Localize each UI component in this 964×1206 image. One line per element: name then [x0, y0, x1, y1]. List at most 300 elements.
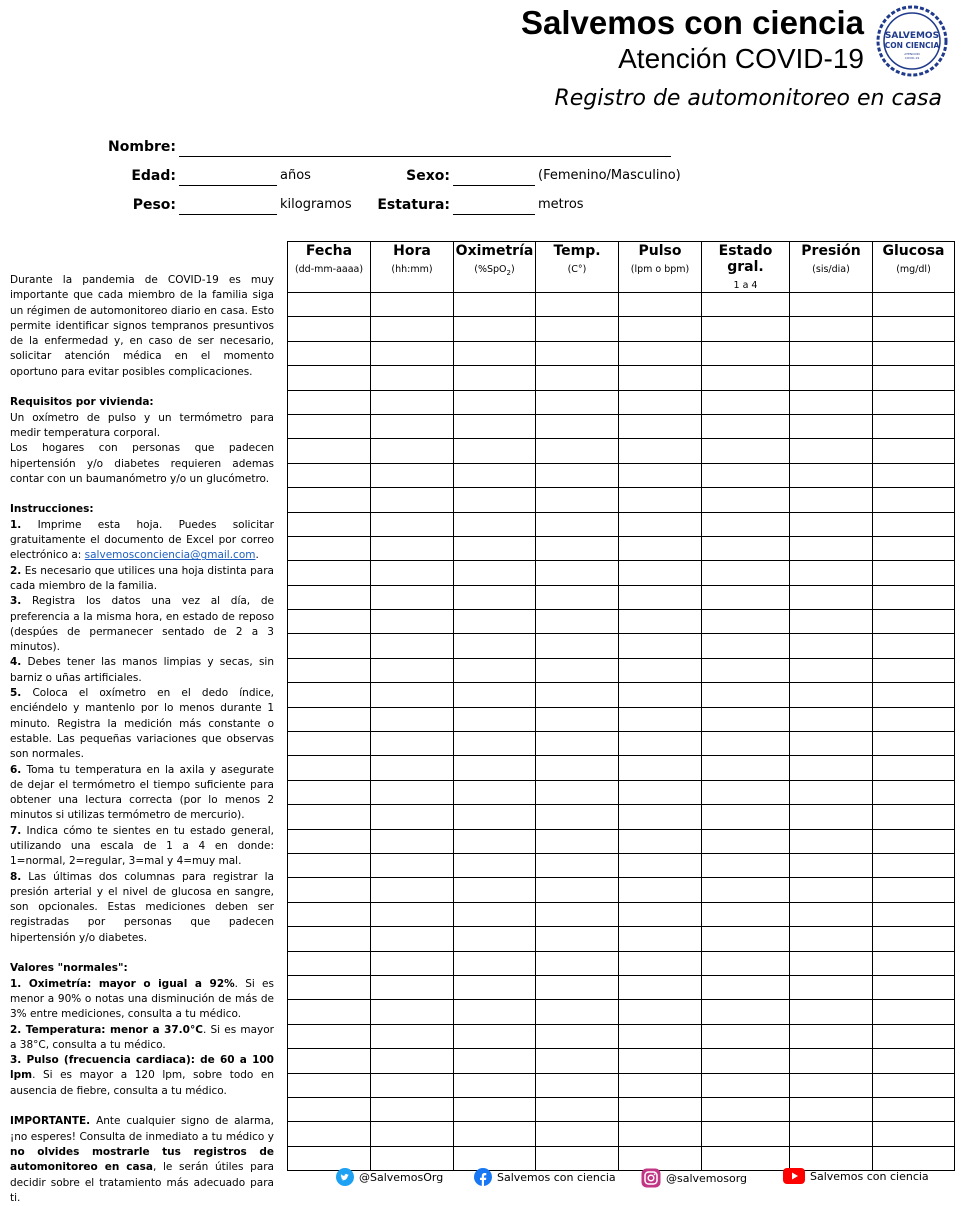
table-cell[interactable] — [536, 1146, 619, 1170]
table-cell[interactable] — [288, 463, 371, 487]
table-cell[interactable] — [702, 1146, 790, 1170]
table-cell[interactable] — [371, 707, 454, 731]
table-cell[interactable] — [619, 439, 702, 463]
table-cell[interactable] — [702, 853, 790, 877]
table-cell[interactable] — [288, 488, 371, 512]
table-cell[interactable] — [454, 585, 536, 609]
table-cell[interactable] — [454, 1049, 536, 1073]
table-cell[interactable] — [288, 561, 371, 585]
table-cell[interactable] — [454, 1122, 536, 1146]
table-cell[interactable] — [619, 1097, 702, 1121]
table-cell[interactable] — [873, 366, 955, 390]
table-cell[interactable] — [702, 536, 790, 560]
table-cell[interactable] — [371, 1000, 454, 1024]
table-cell[interactable] — [619, 1000, 702, 1024]
table-cell[interactable] — [536, 878, 619, 902]
table-cell[interactable] — [371, 1097, 454, 1121]
table-cell[interactable] — [790, 1049, 873, 1073]
table-cell[interactable] — [371, 366, 454, 390]
table-cell[interactable] — [790, 683, 873, 707]
table-cell[interactable] — [536, 756, 619, 780]
table-cell[interactable] — [790, 414, 873, 438]
table-cell[interactable] — [371, 975, 454, 999]
table-cell[interactable] — [702, 829, 790, 853]
table-cell[interactable] — [873, 293, 955, 317]
table-cell[interactable] — [873, 756, 955, 780]
table-cell[interactable] — [619, 634, 702, 658]
table-cell[interactable] — [454, 975, 536, 999]
table-cell[interactable] — [702, 414, 790, 438]
table-cell[interactable] — [873, 317, 955, 341]
table-cell[interactable] — [371, 341, 454, 365]
table-cell[interactable] — [790, 536, 873, 560]
table-cell[interactable] — [790, 463, 873, 487]
table-cell[interactable] — [288, 1073, 371, 1097]
table-cell[interactable] — [536, 390, 619, 414]
table-cell[interactable] — [873, 634, 955, 658]
table-cell[interactable] — [619, 512, 702, 536]
table-cell[interactable] — [873, 1073, 955, 1097]
youtube-channel[interactable] — [783, 1168, 929, 1184]
table-cell[interactable] — [288, 585, 371, 609]
table-cell[interactable] — [873, 853, 955, 877]
table-cell[interactable] — [454, 634, 536, 658]
sexo-field[interactable] — [453, 185, 535, 186]
table-cell[interactable] — [873, 1000, 955, 1024]
table-cell[interactable] — [790, 829, 873, 853]
table-cell[interactable] — [371, 414, 454, 438]
table-cell[interactable] — [288, 1146, 371, 1170]
table-cell[interactable] — [536, 561, 619, 585]
table-cell[interactable] — [790, 1024, 873, 1048]
table-cell[interactable] — [536, 366, 619, 390]
table-cell[interactable] — [536, 829, 619, 853]
table-cell[interactable] — [288, 634, 371, 658]
table-cell[interactable] — [371, 634, 454, 658]
peso-field[interactable] — [179, 214, 277, 215]
table-cell[interactable] — [873, 463, 955, 487]
table-cell[interactable] — [702, 902, 790, 926]
table-cell[interactable] — [536, 658, 619, 682]
table-cell[interactable] — [536, 951, 619, 975]
table-cell[interactable] — [454, 463, 536, 487]
table-cell[interactable] — [790, 1146, 873, 1170]
table-cell[interactable] — [371, 878, 454, 902]
table-cell[interactable] — [288, 1122, 371, 1146]
table-cell[interactable] — [873, 951, 955, 975]
table-cell[interactable] — [288, 536, 371, 560]
table-cell[interactable] — [702, 610, 790, 634]
table-cell[interactable] — [619, 463, 702, 487]
table-cell[interactable] — [288, 707, 371, 731]
table-cell[interactable] — [702, 463, 790, 487]
table-cell[interactable] — [454, 756, 536, 780]
table-cell[interactable] — [873, 902, 955, 926]
facebook-page[interactable] — [474, 1168, 616, 1186]
table-cell[interactable] — [536, 1073, 619, 1097]
table-cell[interactable] — [288, 756, 371, 780]
table-cell[interactable] — [288, 366, 371, 390]
table-cell[interactable] — [790, 390, 873, 414]
table-cell[interactable] — [619, 658, 702, 682]
table-cell[interactable] — [790, 902, 873, 926]
table-cell[interactable] — [873, 658, 955, 682]
table-cell[interactable] — [790, 975, 873, 999]
table-cell[interactable] — [619, 293, 702, 317]
table-cell[interactable] — [619, 317, 702, 341]
table-cell[interactable] — [790, 732, 873, 756]
table-cell[interactable] — [873, 707, 955, 731]
table-cell[interactable] — [371, 293, 454, 317]
table-cell[interactable] — [371, 853, 454, 877]
table-cell[interactable] — [371, 317, 454, 341]
table-cell[interactable] — [790, 707, 873, 731]
table-cell[interactable] — [619, 878, 702, 902]
table-cell[interactable] — [790, 1073, 873, 1097]
table-cell[interactable] — [790, 853, 873, 877]
table-cell[interactable] — [619, 1049, 702, 1073]
table-cell[interactable] — [288, 439, 371, 463]
table-cell[interactable] — [536, 536, 619, 560]
table-cell[interactable] — [454, 561, 536, 585]
table-cell[interactable] — [371, 610, 454, 634]
table-cell[interactable] — [454, 1097, 536, 1121]
table-cell[interactable] — [702, 585, 790, 609]
table-cell[interactable] — [702, 512, 790, 536]
table-cell[interactable] — [702, 293, 790, 317]
table-cell[interactable] — [702, 1000, 790, 1024]
table-cell[interactable] — [702, 683, 790, 707]
table-cell[interactable] — [619, 756, 702, 780]
step-5: 5. Coloca el oxímetro en el dedo índice, enciéndelo y mantenlo por lo menos durante 1 minuto. Registra la medición más constante o estable. Las pequeñas variaciones que observas son normales. — [10, 687, 274, 761]
table-cell[interactable] — [288, 1000, 371, 1024]
table-cell[interactable] — [454, 610, 536, 634]
table-cell[interactable] — [454, 536, 536, 560]
table-cell[interactable] — [702, 1049, 790, 1073]
table-cell[interactable] — [790, 780, 873, 804]
table-cell[interactable] — [619, 488, 702, 512]
table-cell[interactable] — [454, 341, 536, 365]
table-cell[interactable] — [619, 341, 702, 365]
table-cell[interactable] — [288, 683, 371, 707]
table-cell[interactable] — [702, 975, 790, 999]
table-cell[interactable] — [536, 1122, 619, 1146]
table-cell[interactable] — [454, 780, 536, 804]
table-cell[interactable] — [454, 366, 536, 390]
table-cell[interactable] — [702, 927, 790, 951]
table-cell[interactable] — [790, 1122, 873, 1146]
table-cell[interactable] — [454, 927, 536, 951]
table-cell[interactable] — [536, 902, 619, 926]
table-cell[interactable] — [790, 293, 873, 317]
table-cell[interactable] — [536, 439, 619, 463]
table-cell[interactable] — [454, 512, 536, 536]
table-cell[interactable] — [702, 805, 790, 829]
table-cell[interactable] — [454, 732, 536, 756]
table-cell[interactable] — [873, 1024, 955, 1048]
table-cell[interactable] — [288, 878, 371, 902]
table-cell[interactable] — [371, 585, 454, 609]
table-cell[interactable] — [454, 414, 536, 438]
table-cell[interactable] — [702, 732, 790, 756]
table-cell[interactable] — [371, 951, 454, 975]
table-cell[interactable] — [454, 902, 536, 926]
table-cell[interactable] — [619, 390, 702, 414]
table-cell[interactable] — [288, 512, 371, 536]
table-cell[interactable] — [371, 927, 454, 951]
table-cell[interactable] — [619, 853, 702, 877]
table-cell[interactable] — [619, 1024, 702, 1048]
table-cell[interactable] — [873, 829, 955, 853]
table-cell[interactable] — [790, 1000, 873, 1024]
table-cell[interactable] — [288, 658, 371, 682]
table-cell[interactable] — [536, 1097, 619, 1121]
table-cell[interactable] — [873, 536, 955, 560]
table-cell[interactable] — [790, 805, 873, 829]
table-cell[interactable] — [873, 805, 955, 829]
table-cell[interactable] — [873, 439, 955, 463]
table-cell[interactable] — [702, 439, 790, 463]
table-cell[interactable] — [454, 1000, 536, 1024]
table-cell[interactable] — [536, 512, 619, 536]
table-cell[interactable] — [371, 1122, 454, 1146]
table-cell[interactable] — [371, 1073, 454, 1097]
table-cell[interactable] — [790, 1097, 873, 1121]
table-cell[interactable] — [873, 341, 955, 365]
twitter-handle[interactable] — [336, 1168, 443, 1186]
table-cell[interactable] — [454, 488, 536, 512]
table-cell[interactable] — [371, 683, 454, 707]
table-cell[interactable] — [288, 1024, 371, 1048]
table-cell[interactable] — [790, 317, 873, 341]
table-cell[interactable] — [702, 488, 790, 512]
table-cell[interactable] — [619, 585, 702, 609]
table-cell[interactable] — [371, 732, 454, 756]
table-cell[interactable] — [371, 805, 454, 829]
table-cell[interactable] — [288, 341, 371, 365]
table-cell[interactable] — [371, 488, 454, 512]
table-cell[interactable] — [873, 1097, 955, 1121]
edad-field[interactable] — [179, 185, 277, 186]
table-cell[interactable] — [790, 927, 873, 951]
table-cell[interactable] — [702, 951, 790, 975]
table-cell[interactable] — [536, 805, 619, 829]
table-cell[interactable] — [371, 780, 454, 804]
table-cell[interactable] — [536, 732, 619, 756]
table-cell[interactable] — [288, 927, 371, 951]
table-cell[interactable] — [536, 634, 619, 658]
table-cell[interactable] — [536, 780, 619, 804]
table-cell[interactable] — [371, 756, 454, 780]
table-cell[interactable] — [702, 390, 790, 414]
table-cell[interactable] — [536, 414, 619, 438]
table-cell[interactable] — [619, 951, 702, 975]
table-cell[interactable] — [702, 756, 790, 780]
table-cell[interactable] — [371, 1049, 454, 1073]
table-cell[interactable] — [454, 658, 536, 682]
table-cell[interactable] — [536, 927, 619, 951]
table-cell[interactable] — [454, 439, 536, 463]
table-cell[interactable] — [790, 366, 873, 390]
table-cell[interactable] — [873, 610, 955, 634]
table-cell[interactable] — [288, 951, 371, 975]
table-cell[interactable] — [790, 756, 873, 780]
table-cell[interactable] — [288, 1049, 371, 1073]
table-cell[interactable] — [288, 853, 371, 877]
table-cell[interactable] — [536, 488, 619, 512]
table-cell[interactable] — [454, 853, 536, 877]
table-cell[interactable] — [619, 1073, 702, 1097]
table-cell[interactable] — [371, 561, 454, 585]
table-cell[interactable] — [790, 878, 873, 902]
table-cell[interactable] — [702, 317, 790, 341]
table-cell[interactable] — [288, 829, 371, 853]
table-cell[interactable] — [371, 536, 454, 560]
table-cell[interactable] — [371, 829, 454, 853]
table-cell[interactable] — [873, 512, 955, 536]
table-cell[interactable] — [702, 707, 790, 731]
table-cell[interactable] — [619, 561, 702, 585]
table-cell[interactable] — [619, 1146, 702, 1170]
table-cell[interactable] — [702, 878, 790, 902]
table-cell[interactable] — [371, 658, 454, 682]
table-cell[interactable] — [790, 585, 873, 609]
table-cell[interactable] — [536, 975, 619, 999]
table-cell[interactable] — [619, 707, 702, 731]
table-cell[interactable] — [790, 561, 873, 585]
table-cell[interactable] — [790, 658, 873, 682]
table-cell[interactable] — [454, 707, 536, 731]
table-cell[interactable] — [454, 1024, 536, 1048]
table-cell[interactable] — [288, 902, 371, 926]
table-cell[interactable] — [702, 1097, 790, 1121]
table-cell[interactable] — [454, 805, 536, 829]
table-cell[interactable] — [371, 512, 454, 536]
table-cell[interactable] — [702, 561, 790, 585]
table-cell[interactable] — [454, 1073, 536, 1097]
table-cell[interactable] — [619, 902, 702, 926]
table-cell[interactable] — [790, 341, 873, 365]
table-cell[interactable] — [536, 1000, 619, 1024]
table-cell[interactable] — [619, 536, 702, 560]
table-cell[interactable] — [702, 780, 790, 804]
table-cell[interactable] — [873, 414, 955, 438]
table-cell[interactable] — [536, 610, 619, 634]
table-cell[interactable] — [790, 634, 873, 658]
table-cell[interactable] — [619, 610, 702, 634]
table-cell[interactable] — [454, 683, 536, 707]
table-cell[interactable] — [619, 732, 702, 756]
table-cell[interactable] — [288, 1097, 371, 1121]
table-cell[interactable] — [536, 463, 619, 487]
table-cell[interactable] — [619, 780, 702, 804]
table-cell[interactable] — [288, 414, 371, 438]
col-fecha: Fecha (dd-mm-aaaa) — [288, 242, 371, 293]
table-cell[interactable] — [619, 829, 702, 853]
table-cell[interactable] — [702, 366, 790, 390]
table-cell[interactable] — [873, 390, 955, 414]
nombre-field[interactable] — [179, 156, 671, 157]
table-cell[interactable] — [454, 390, 536, 414]
email-link[interactable]: salvemosconciencia@gmail.com — [84, 549, 256, 562]
table-cell[interactable] — [536, 707, 619, 731]
table-cell[interactable] — [873, 780, 955, 804]
table-cell[interactable] — [619, 414, 702, 438]
table-cell[interactable] — [536, 1049, 619, 1073]
table-cell[interactable] — [619, 927, 702, 951]
table-cell[interactable] — [288, 732, 371, 756]
table-cell[interactable] — [873, 975, 955, 999]
table-cell[interactable] — [288, 610, 371, 634]
table-cell[interactable] — [288, 317, 371, 341]
table-cell[interactable] — [873, 488, 955, 512]
table-cell[interactable] — [702, 1122, 790, 1146]
table-cell[interactable] — [790, 512, 873, 536]
table-cell[interactable] — [702, 658, 790, 682]
table-cell[interactable] — [790, 488, 873, 512]
table-cell[interactable] — [873, 878, 955, 902]
table-cell[interactable] — [371, 439, 454, 463]
table-cell[interactable] — [454, 829, 536, 853]
table-cell[interactable] — [536, 853, 619, 877]
table-cell[interactable] — [288, 975, 371, 999]
table-cell[interactable] — [873, 683, 955, 707]
table-cell[interactable] — [371, 1024, 454, 1048]
table-cell[interactable] — [288, 805, 371, 829]
table-cell[interactable] — [536, 683, 619, 707]
table-cell[interactable] — [536, 341, 619, 365]
table-cell[interactable] — [454, 317, 536, 341]
table-cell[interactable] — [702, 1073, 790, 1097]
table-cell[interactable] — [536, 585, 619, 609]
table-cell[interactable] — [288, 293, 371, 317]
table-cell[interactable] — [371, 902, 454, 926]
table-cell[interactable] — [790, 439, 873, 463]
table-cell[interactable] — [288, 390, 371, 414]
table-cell[interactable] — [873, 1146, 955, 1170]
table-cell[interactable] — [619, 975, 702, 999]
table-cell[interactable] — [288, 780, 371, 804]
table-cell[interactable] — [454, 951, 536, 975]
table-cell[interactable] — [619, 1122, 702, 1146]
table-cell[interactable] — [873, 1049, 955, 1073]
table-cell[interactable] — [371, 463, 454, 487]
table-cell[interactable] — [536, 317, 619, 341]
table-cell[interactable] — [619, 683, 702, 707]
table-cell[interactable] — [536, 293, 619, 317]
table-cell[interactable] — [790, 610, 873, 634]
table-cell[interactable] — [454, 293, 536, 317]
table-cell[interactable] — [702, 634, 790, 658]
table-cell[interactable] — [702, 1024, 790, 1048]
table-cell[interactable] — [454, 878, 536, 902]
table-cell[interactable] — [454, 1146, 536, 1170]
table-cell[interactable] — [873, 585, 955, 609]
table-cell[interactable] — [873, 927, 955, 951]
estatura-field[interactable] — [453, 214, 535, 215]
table-cell[interactable] — [702, 341, 790, 365]
table-cell[interactable] — [873, 561, 955, 585]
instagram-handle[interactable] — [641, 1168, 747, 1188]
table-cell[interactable] — [536, 1024, 619, 1048]
table-cell[interactable] — [873, 1122, 955, 1146]
table-cell[interactable] — [619, 366, 702, 390]
table-cell[interactable] — [790, 951, 873, 975]
table-cell[interactable] — [371, 1146, 454, 1170]
table-cell[interactable] — [619, 805, 702, 829]
table-cell[interactable] — [371, 390, 454, 414]
table-cell[interactable] — [873, 732, 955, 756]
